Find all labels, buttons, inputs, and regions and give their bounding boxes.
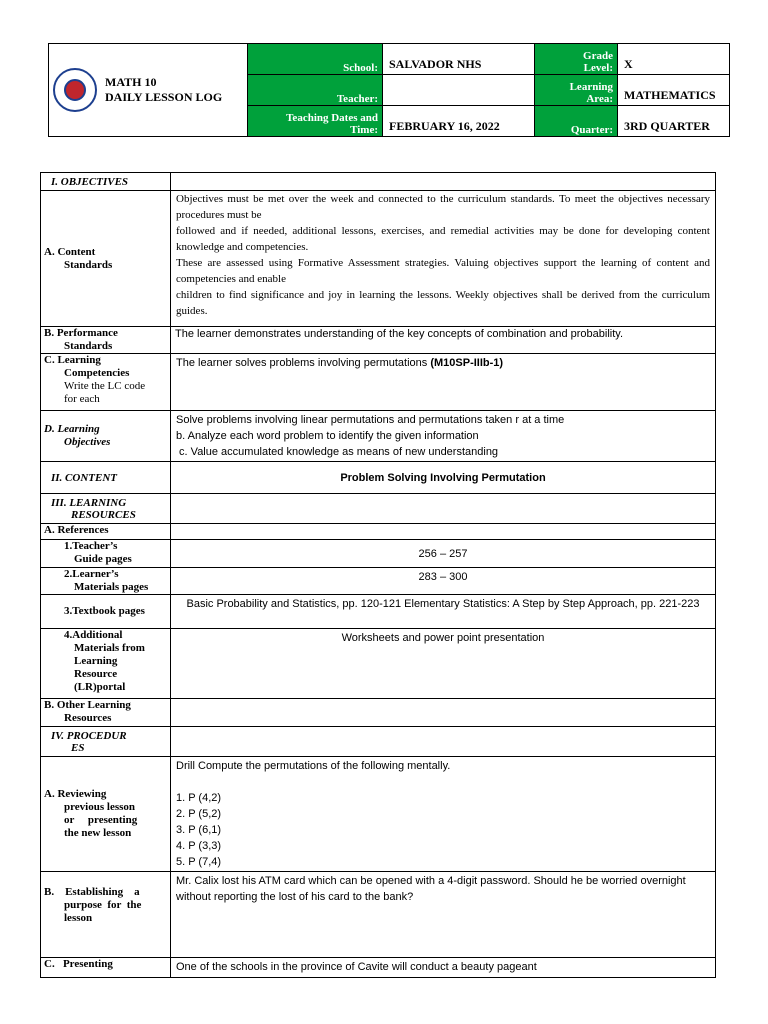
header-table — [48, 43, 730, 137]
learning-objectives-value: Solve problems involving linear permutations and permutations taken r at a time b. Analyze each word problem to identify the given information c. Value accumulated knowledge as means of new understanding — [171, 411, 716, 462]
additional-materials-value: Worksheets and power point presentation — [171, 629, 716, 699]
objectives-heading: I. OBJECTIVES — [41, 173, 171, 191]
grade-value: X — [618, 44, 730, 75]
learners-materials-value: 283 – 300 — [171, 568, 716, 595]
logo-cell — [49, 44, 248, 137]
textbook-label: 3.Textbook pages — [41, 595, 171, 629]
procedures-heading: IV. PROCEDUR ES — [41, 727, 171, 757]
dates-label: Teaching Dates and Time: — [248, 106, 383, 137]
teacher-label: Teacher: — [248, 75, 383, 106]
log-subtitle: DAILY LESSON LOG — [105, 90, 223, 104]
area-label: Learning Area: — [535, 75, 618, 106]
grade-label: Grade Level: — [535, 44, 618, 75]
teacher-value — [383, 75, 535, 106]
content-value: Problem Solving Involving Permutation — [171, 462, 716, 494]
performance-standards-value: The learner demonstrates understanding of the key concepts of combination and probability. — [171, 327, 716, 354]
learners-materials-label: 2.Learner’s Materials pages — [41, 568, 171, 595]
teachers-guide-label: 1.Teacher’s Guide pages — [41, 540, 171, 568]
resources-heading: III. LEARNING RESOURCES — [41, 494, 171, 524]
log-title: MATH 10 — [105, 75, 157, 89]
additional-materials-label: 4.Additional Materials from Learning Resource (LR)portal — [41, 629, 171, 699]
textbook-value: Basic Probability and Statistics, pp. 120-121 Elementary Statistics: A Step by Step Approach, pp. 221-223 — [171, 595, 716, 629]
reviewing-label: A. Reviewing previous lesson or presenting the new lesson — [41, 757, 171, 872]
learning-competencies-value: The learner solves problems involving permutations (M10SP-IIIb-1) — [171, 354, 716, 411]
deped-seal-icon — [53, 68, 97, 112]
content-heading: II. CONTENT — [41, 462, 171, 494]
purpose-value: Mr. Calix lost his ATM card which can be opened with a 4-digit password. Should he be worried overnight without reporting the lost of his card to the bank? — [171, 872, 716, 958]
references-label: A. References — [41, 524, 171, 540]
area-value: MATHEMATICS — [618, 75, 730, 106]
reviewing-value: Drill Compute the permutations of the following mentally. 1. P (4,2) 2. P (5,2) 3. P (6,1) 4. P (3,3) 5. P (7,4) — [171, 757, 716, 872]
lesson-table — [40, 172, 716, 978]
lc-code: (M10SP-IIIb-1) — [430, 357, 504, 369]
quarter-label: Quarter: — [535, 106, 618, 137]
presenting-value: One of the schools in the province of Cavite will conduct a beauty pageant — [171, 958, 716, 978]
learning-objectives-label: D. Learning Objectives — [41, 411, 171, 462]
presenting-label: C. Presenting — [41, 958, 171, 978]
other-resources-label: B. Other Learning Resources — [41, 699, 171, 727]
purpose-label: B. Establishing a purpose for the lesson — [41, 872, 171, 958]
content-standards-label: A. Content Standards — [41, 191, 171, 327]
teachers-guide-value: 256 – 257 — [171, 540, 716, 568]
content-standards-value: Objectives must be met over the week and connected to the curriculum standards. To meet the objectives necessary procedures must be followed and if needed, additional lessons, exercises, and remedial activities may be done for developing content knowledge and competencies. These are assessed using Formative Assessment strategies. Valuing objectives support the learning of content and competencies and enable children to find significance and joy in learning the lessons. Weekly objectives shall be derived from the curriculum guides. — [171, 191, 716, 327]
school-label: School: — [248, 44, 383, 75]
dates-value: FEBRUARY 16, 2022 — [383, 106, 535, 137]
performance-standards-label: B. Performance Standards — [41, 327, 171, 354]
learning-competencies-label: C. Learning Competencies Write the LC code for each — [41, 354, 171, 411]
school-value: SALVADOR NHS — [383, 44, 535, 75]
quarter-value: 3RD QUARTER — [618, 106, 730, 137]
